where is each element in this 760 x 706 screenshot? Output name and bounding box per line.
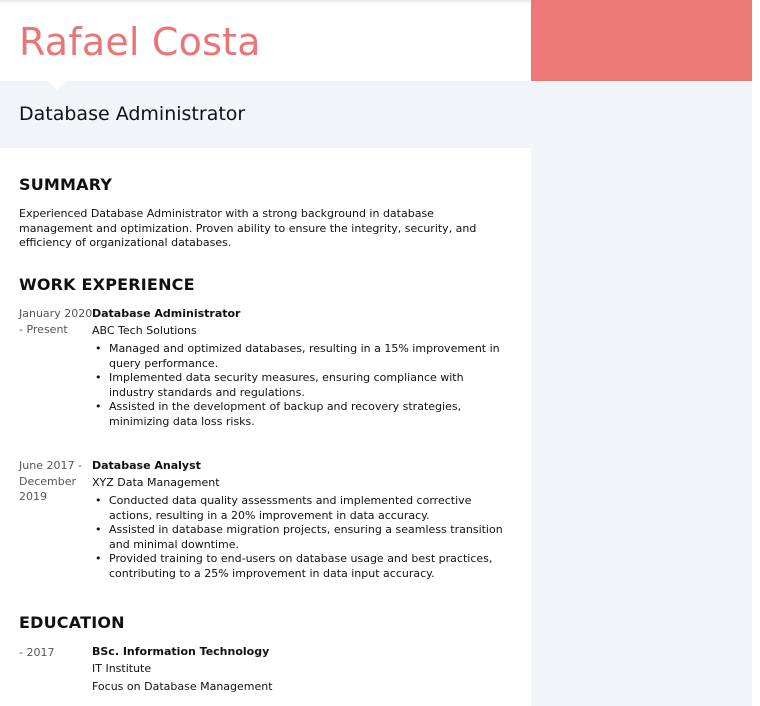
- title-band-notch: [48, 81, 66, 90]
- education-heading: EDUCATION: [19, 613, 125, 632]
- job-date-end: - Present: [19, 322, 68, 336]
- job-company: XYZ Data Management: [92, 476, 220, 489]
- summary-heading: SUMMARY: [19, 175, 113, 194]
- job-bullet: • Conducted data quality assessments and implemented corrective actions, resulting in a 20% improvement in data accuracy.: [92, 494, 512, 523]
- job-bullet: • Assisted in database migration projects, ensuring a seamless transition and minimal downtime.: [92, 523, 512, 552]
- summary-text: Experienced Database Administrator with a strong background in database management and optimization. Proven ability to ensure the integrity, security, and efficiency of organizational databases.: [19, 207, 477, 250]
- job-bullets: [92, 494, 512, 582]
- job-date-end: December 2019: [19, 474, 77, 503]
- job-title: Database Administrator: [19, 103, 246, 125]
- job-bullet: • Assisted in the development of backup and recovery strategies, minimizing data loss risks.: [92, 400, 512, 429]
- job-bullets: [92, 342, 512, 430]
- candidate-name: Rafael Costa: [19, 20, 261, 64]
- job-bullet: • Provided training to end-users on database usage and best practices, contributing to a 25% improvement in data input accuracy.: [92, 552, 512, 581]
- education-degree: BSc. Information Technology: [92, 645, 270, 658]
- job-date: [19, 306, 99, 337]
- work-experience-heading: WORK EXPERIENCE: [19, 275, 195, 294]
- job-date: [19, 458, 99, 505]
- job-bullet: • Implemented data security measures, ensuring compliance with industry standards and regulations.: [92, 371, 512, 400]
- accent-block: [531, 0, 752, 81]
- job-role: Database Analyst: [92, 459, 201, 472]
- job-bullet: • Managed and optimized databases, resulting in a 15% improvement in query performance.: [92, 342, 512, 371]
- job-date-start: January 2020: [19, 307, 93, 320]
- job-company: ABC Tech Solutions: [92, 324, 197, 337]
- header-shadow: [0, 0, 531, 4]
- sidebar-panel: [531, 81, 752, 706]
- job-date-start: June 2017 -: [19, 459, 82, 472]
- education-institution: IT Institute: [92, 662, 152, 675]
- job-role: Database Administrator: [92, 307, 241, 320]
- education-focus: Focus on Database Management: [92, 680, 273, 693]
- education-date: - 2017: [19, 646, 55, 659]
